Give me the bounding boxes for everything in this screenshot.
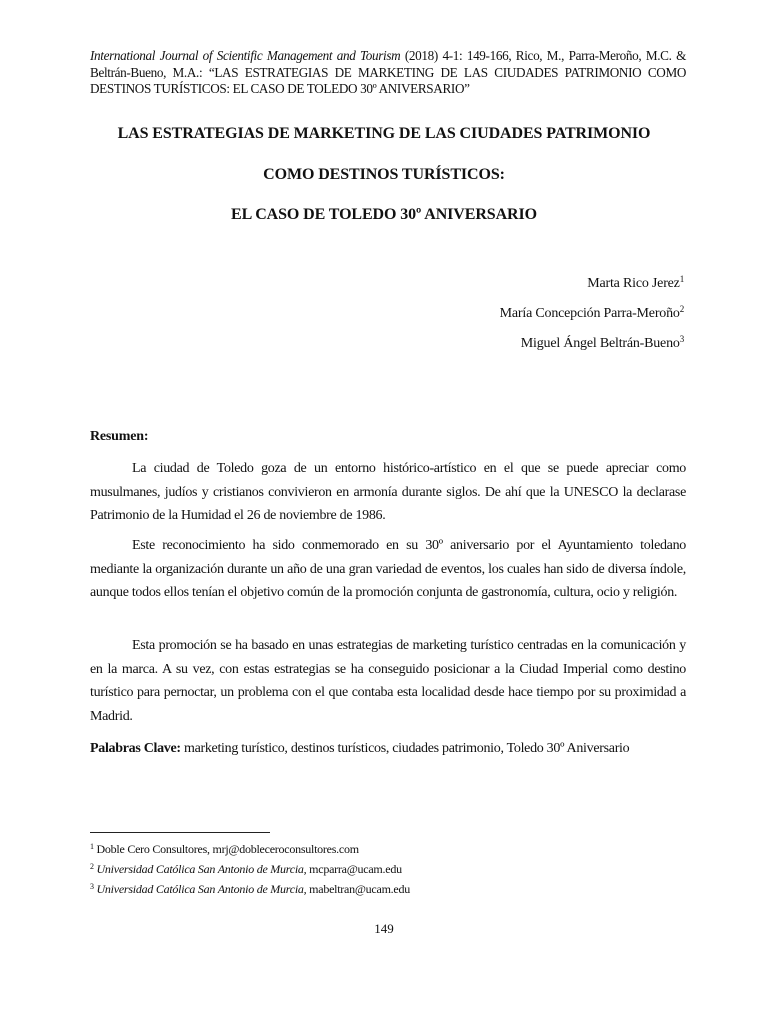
keywords [90,737,686,761]
footnote-1 [90,842,359,857]
title-line-2: COMO DESTINOS TURÍSTICOS: [263,166,505,183]
footnote-2 [90,862,402,877]
abstract-paragraph-2: Este reconocimiento ha sido conmemorado en su 30º aniversario por el Ayuntamiento toledano mediante la organización durante un año de una gran variedad de eventos, los cuales han sido de diversa índole, aunque todos ellos tenían el objetivo común de la promoción conjunta de gastronomía, cultura, ocio y religión. [90,538,686,600]
footnote-institution: Universidad Católica San Antonio de Murcia, [93,882,307,896]
journal-name: International Journal of Scientific Management and Tourism [90,48,401,63]
footnote-text: Doble Cero Consultores, mrj@dobleceroconsultores.com [93,842,359,856]
footnote-email: mabeltran@ucam.edu [306,882,410,896]
footnote-mark: 3 [90,882,94,891]
page-number: 149 [374,921,394,936]
abstract-paragraph-1: La ciudad de Toledo goza de un entorno histórico-artístico en el que se puede apreciar como musulmanes, judíos y cristianos convivieron en armonía durante siglos. De ahí que la UNESCO la declarase Patrimonio de la Humidad el 26 de noviembre de 1986. [90,461,686,523]
footnote-mark: 2 [90,862,94,871]
author-name: Marta Rico Jerez [587,276,680,291]
author-footnote-mark: 1 [679,274,684,284]
abstract-heading: Resumen: [90,429,149,444]
author-3 [521,336,684,352]
keywords-label: Palabras Clave: [90,741,181,756]
footnote-3 [90,882,410,897]
footnote-divider [90,832,270,833]
footnote-mark: 1 [90,842,94,851]
abstract-paragraph-3: Esta promoción se ha basado en unas estrategias de marketing turístico centradas en la comunicación y en la marca. A su vez, con estas estrategias se ha conseguido posicionar a la Ciudad Imperial como destino turístico para pernoctar, un problema con el que contaba esta localidad desde hace tiempo por su proximidad a Madrid. [90,638,686,724]
title-line-3: EL CASO DE TOLEDO 30º ANIVERSARIO [231,206,537,223]
footnote-email: mcparra@ucam.edu [306,862,402,876]
keywords-text: marketing turístico, destinos turísticos, ciudades patrimonio, Toledo 30º Aniversario [180,741,630,756]
citation-details: (2018) 4-1: 149-166, Rico, M., Parra-Meroño, M.C. & Beltrán-Bueno, M.A.: “LAS ESTRATEGIAS DE MARKETING DE LAS CIUDADES PATRIMONIO COMO DESTINOS TURÍSTICOS: EL CASO DE TOLEDO 30º ANIVERSARIO” [90,48,686,96]
author-footnote-mark: 3 [679,334,684,344]
title-line-1: LAS ESTRATEGIAS DE MARKETING DE LAS CIUDADES PATRIMONIO [117,125,651,142]
author-name: Miguel Ángel Beltrán-Bueno [520,336,680,351]
footnote-institution: Universidad Católica San Antonio de Murcia, [93,862,307,876]
citation-header [90,48,686,98]
author-1 [587,276,684,292]
author-2 [500,306,684,322]
author-name: María Concepción Parra-Meroño [499,306,680,321]
author-footnote-mark: 2 [679,304,684,314]
